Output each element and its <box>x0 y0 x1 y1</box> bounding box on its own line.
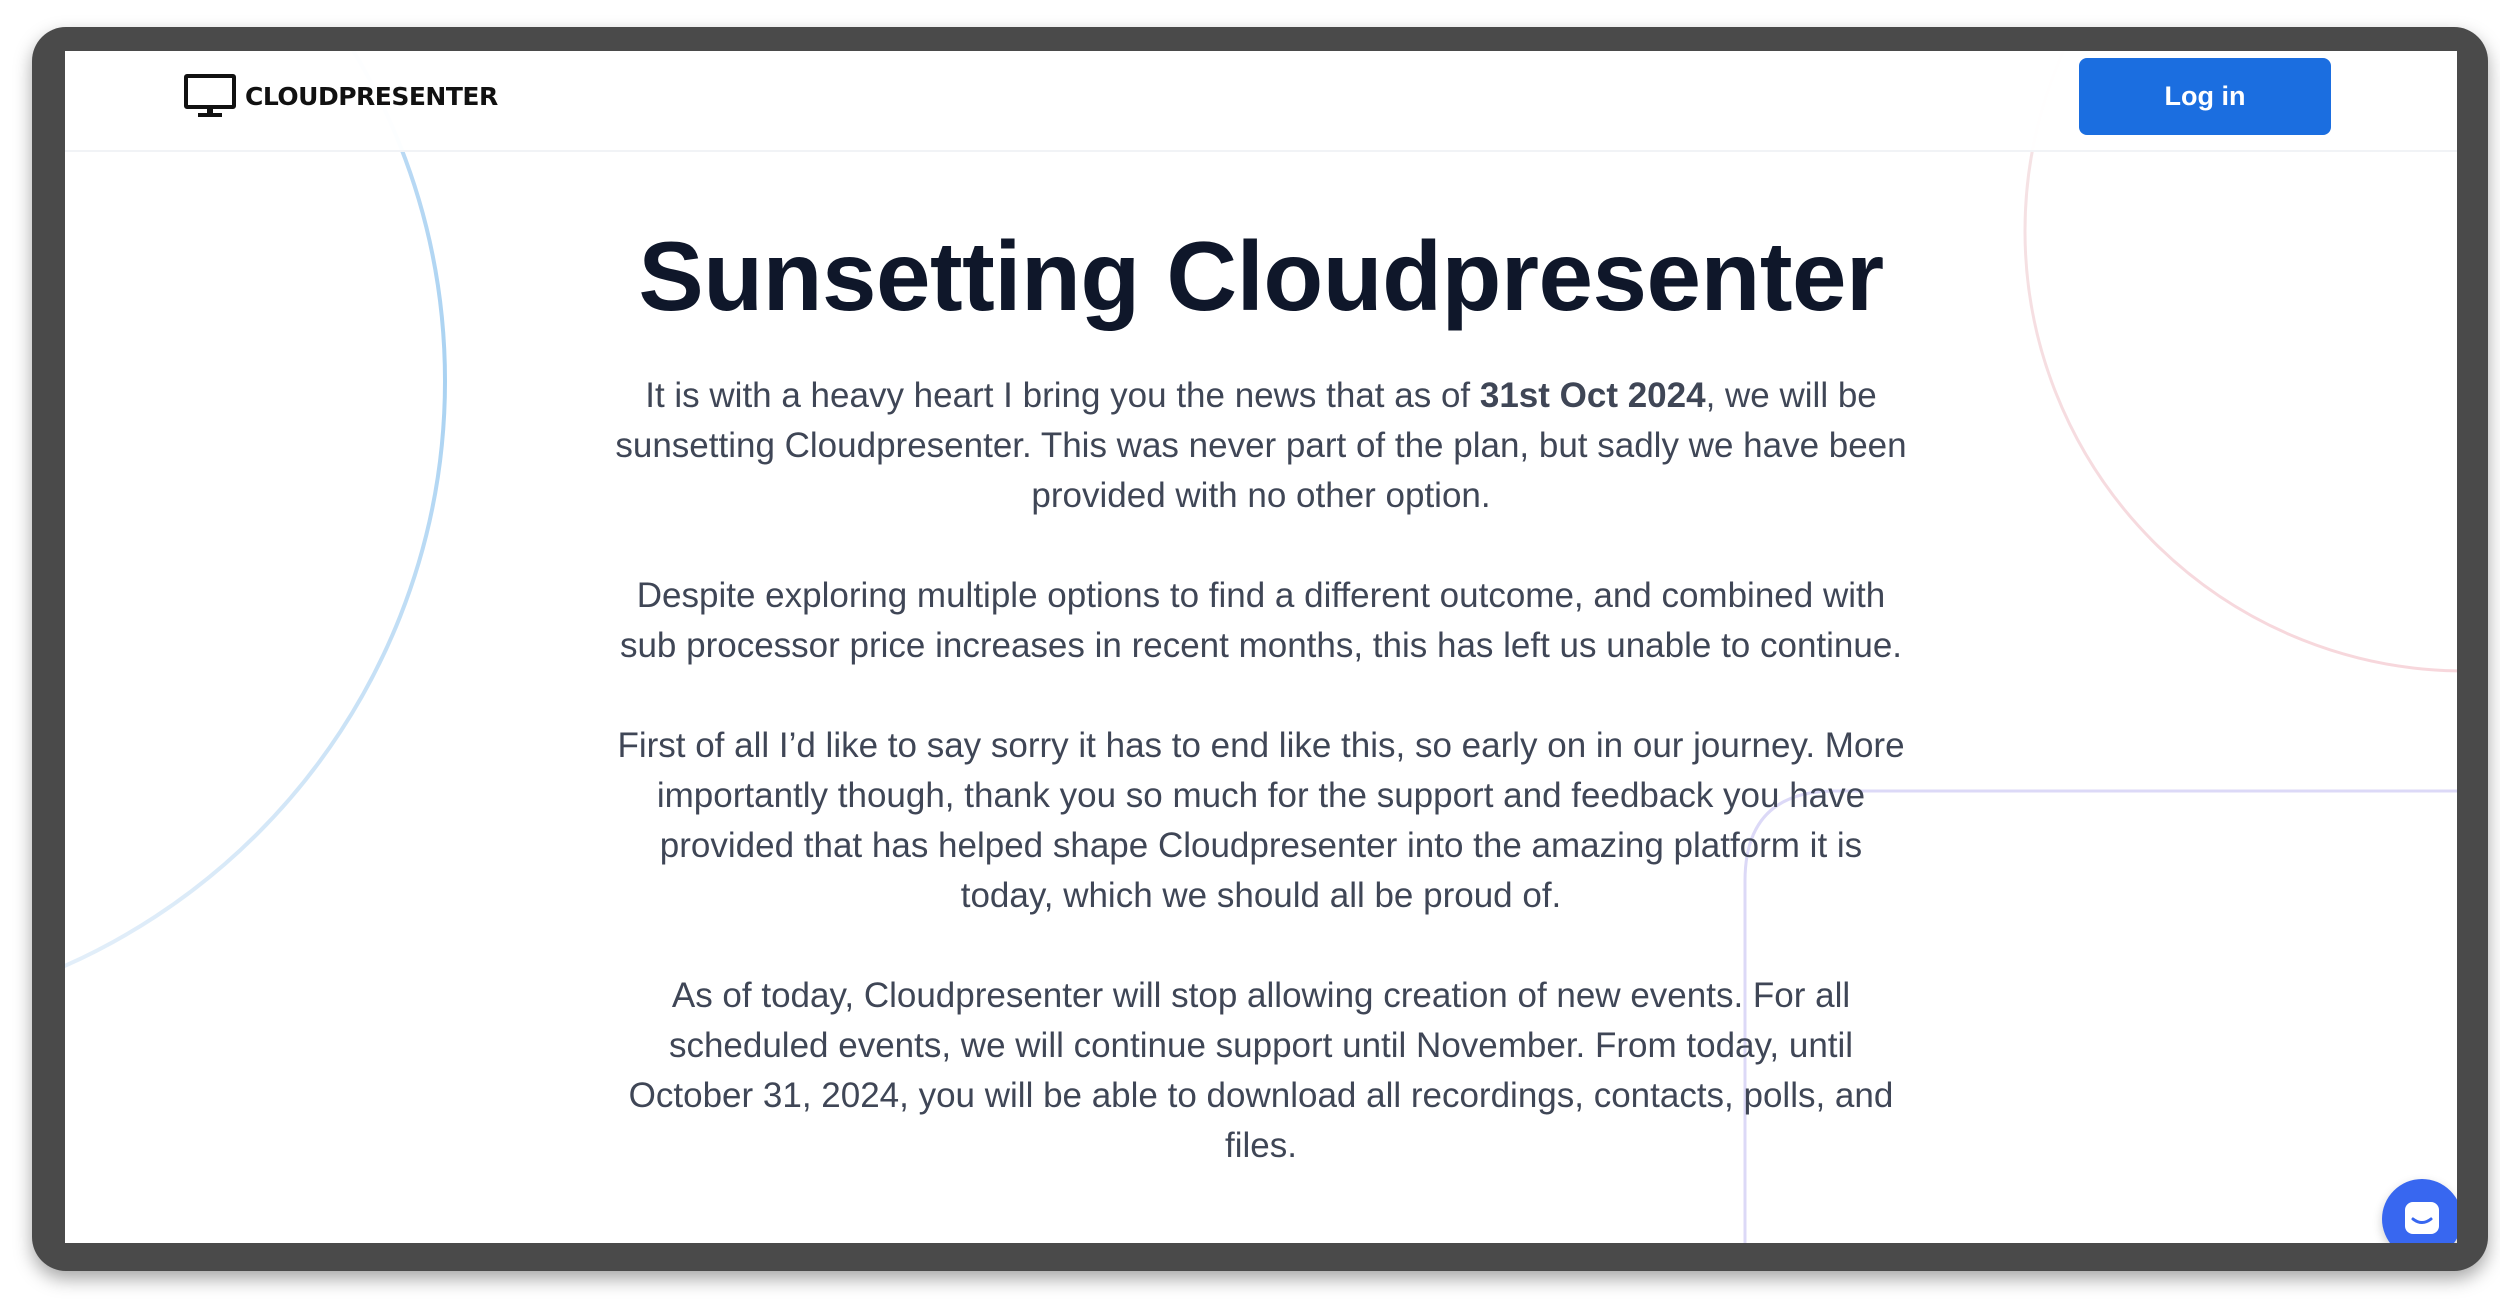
browser-viewport <box>65 51 2457 1243</box>
sunset-date: 31st Oct 2024 <box>1479 376 1706 415</box>
announcement-content <box>611 221 1911 1221</box>
announcement-paragraph-1 <box>611 371 1911 521</box>
device-frame <box>32 27 2488 1271</box>
brand-name: CLOUDPRESENTER <box>245 81 498 111</box>
paragraph-1-start: It is with a heavy heart I bring you the news that as of <box>645 376 1480 415</box>
paragraph-1-end: , we will be sunsetting Cloudpresenter. This was never part of the plan, but sadly we have been provided with no other option. <box>615 376 1907 515</box>
chat-icon <box>2402 1199 2442 1239</box>
announcement-paragraph-3: First of all I’d like to say sorry it has to end like this, so early on in our journey. More importantly though, thank you so much for the support and feedback you have provided that has helped shape Cloudpresenter into the amazing platform it is today, which we should all be proud of. <box>617 726 1905 915</box>
announcement-paragraph-4: As of today, Cloudpresenter will stop allowing creation of new events. For all scheduled events, we will continue support until November. From today, until October 31, 2024, you will be able to download all recordings, contacts, polls, and files. <box>628 976 1894 1165</box>
page-title: Sunsetting Cloudpresenter <box>638 221 1884 331</box>
brand-logo[interactable] <box>183 73 498 119</box>
announcement-paragraph-2: Despite exploring multiple options to find a different outcome, and combined with sub processor price increases in recent months, this has left us unable to continue. <box>619 576 1903 665</box>
top-navbar <box>65 51 2457 152</box>
monitor-icon <box>183 73 237 119</box>
blue-arc-decoration <box>65 51 445 1021</box>
login-button[interactable]: Log in <box>2079 58 2331 135</box>
chat-launcher-button[interactable] <box>2382 1179 2457 1243</box>
